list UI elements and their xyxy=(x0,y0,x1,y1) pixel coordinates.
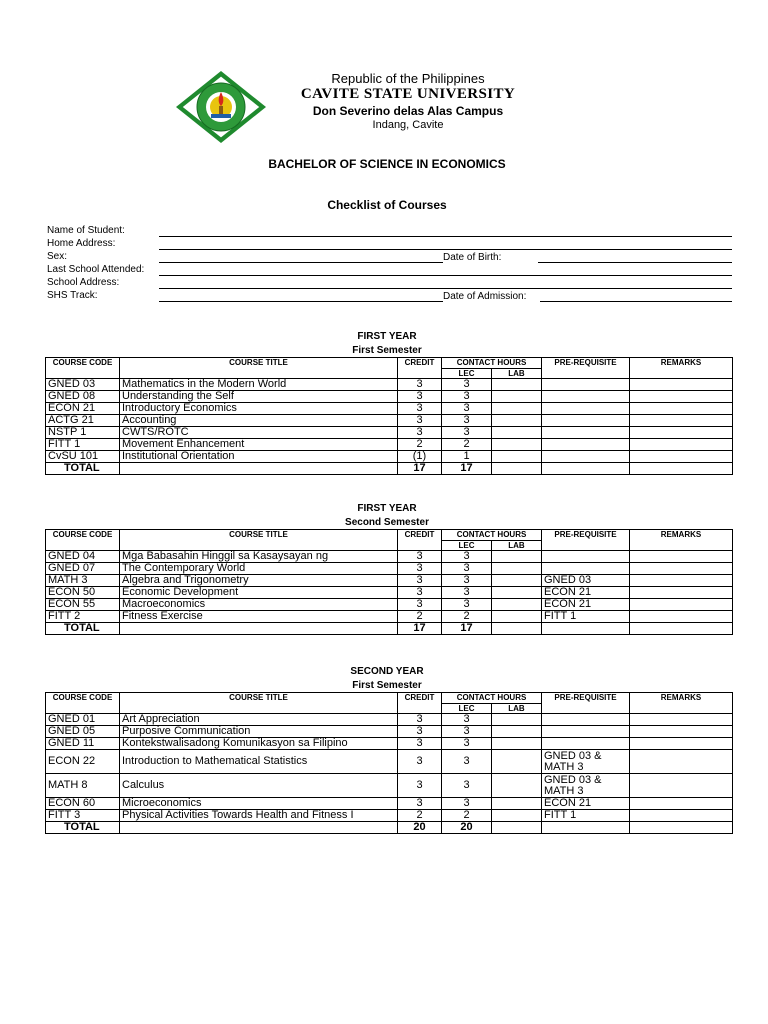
course-title-cell: Art Appreciation xyxy=(120,714,398,726)
table-row xyxy=(46,599,733,611)
course-title-cell: Purposive Communication xyxy=(120,726,398,738)
header-credit: CREDIT xyxy=(398,530,442,551)
course-title-cell: Introduction to Mathematical Statistics xyxy=(120,750,398,774)
credit-cell: 3 xyxy=(398,714,442,726)
home-address-field[interactable] xyxy=(159,249,732,250)
lec-cell: 1 xyxy=(442,451,492,463)
total-title-cell xyxy=(120,822,398,834)
table-row xyxy=(46,391,733,403)
table-row xyxy=(46,439,733,451)
total-remarks-cell xyxy=(630,822,733,834)
header-prerequisite: PRE-REQUISITE xyxy=(542,530,630,551)
header-credit: CREDIT xyxy=(398,358,442,379)
course-title-cell: Economic Development xyxy=(120,587,398,599)
prerequisite-cell xyxy=(542,439,630,451)
course-code-cell: ECON 50 xyxy=(46,587,120,599)
prerequisite-cell xyxy=(542,391,630,403)
remarks-cell xyxy=(630,810,733,822)
dob-field[interactable] xyxy=(538,262,732,263)
lab-cell xyxy=(492,726,542,738)
year-heading: FIRST YEAR xyxy=(357,503,417,514)
table-header-row xyxy=(46,693,733,704)
lab-cell xyxy=(492,810,542,822)
course-title-cell: Algebra and Trigonometry xyxy=(120,575,398,587)
credit-cell: 3 xyxy=(398,750,442,774)
lab-cell xyxy=(492,379,542,391)
prerequisite-cell: GNED 03 & MATH 3 xyxy=(542,750,630,774)
dob-label: Date of Birth: xyxy=(443,252,502,263)
program-title: BACHELOR OF SCIENCE IN ECONOMICS xyxy=(268,157,506,171)
course-title-cell: Calculus xyxy=(120,774,398,798)
prerequisite-cell: GNED 03 & MATH 3 xyxy=(542,774,630,798)
credit-cell: 3 xyxy=(398,599,442,611)
header-course-code: COURSE CODE xyxy=(46,693,120,714)
lab-cell xyxy=(492,611,542,623)
lab-cell xyxy=(492,451,542,463)
table-header-row xyxy=(46,358,733,369)
total-lab-cell xyxy=(492,623,542,635)
credit-cell: 2 xyxy=(398,810,442,822)
lec-cell: 2 xyxy=(442,611,492,623)
credit-cell: 3 xyxy=(398,738,442,750)
lec-cell: 3 xyxy=(442,726,492,738)
semester-heading: First Semester xyxy=(352,345,422,356)
remarks-cell xyxy=(630,563,733,575)
shs-track-field[interactable] xyxy=(159,301,443,302)
prerequisite-cell xyxy=(542,379,630,391)
remarks-cell xyxy=(630,738,733,750)
header-credit: CREDIT xyxy=(398,693,442,714)
lec-cell: 3 xyxy=(442,798,492,810)
course-code-cell: MATH 3 xyxy=(46,575,120,587)
doa-field[interactable] xyxy=(540,301,732,302)
header-prerequisite: PRE-REQUISITE xyxy=(542,693,630,714)
course-title-cell: Movement Enhancement xyxy=(120,439,398,451)
prerequisite-cell xyxy=(542,726,630,738)
shs-track-label: SHS Track: xyxy=(47,290,98,301)
table-row xyxy=(46,587,733,599)
course-code-cell: GNED 05 xyxy=(46,726,120,738)
header-contact-hours: CONTACT HOURS xyxy=(442,693,542,704)
table-row xyxy=(46,798,733,810)
total-lec-cell: 20 xyxy=(442,822,492,834)
total-label: TOTAL xyxy=(46,822,120,834)
remarks-cell xyxy=(630,403,733,415)
total-prereq-cell xyxy=(542,822,630,834)
lec-cell: 3 xyxy=(442,599,492,611)
total-row xyxy=(46,623,733,635)
course-code-cell: FITT 3 xyxy=(46,810,120,822)
course-title-cell: Accounting xyxy=(120,415,398,427)
name-label: Name of Student: xyxy=(47,225,125,236)
lec-cell: 2 xyxy=(442,810,492,822)
lec-cell: 3 xyxy=(442,427,492,439)
total-row xyxy=(46,822,733,834)
total-credit-cell: 17 xyxy=(398,463,442,475)
credit-cell: 3 xyxy=(398,774,442,798)
credit-cell: 3 xyxy=(398,563,442,575)
university-seal-logo xyxy=(175,70,267,144)
course-code-cell: GNED 04 xyxy=(46,551,120,563)
course-title-cell: Understanding the Self xyxy=(120,391,398,403)
header-lec: LEC xyxy=(442,704,492,714)
course-code-cell: ECON 22 xyxy=(46,750,120,774)
lab-cell xyxy=(492,427,542,439)
checklist-title: Checklist of Courses xyxy=(327,198,447,212)
prerequisite-cell: GNED 03 xyxy=(542,575,630,587)
course-code-cell: ECON 55 xyxy=(46,599,120,611)
course-code-cell: GNED 11 xyxy=(46,738,120,750)
lec-cell: 3 xyxy=(442,774,492,798)
table-row xyxy=(46,415,733,427)
school-address-field[interactable] xyxy=(159,288,732,289)
last-school-field[interactable] xyxy=(159,275,732,276)
course-code-cell: FITT 1 xyxy=(46,439,120,451)
header-lab: LAB xyxy=(492,704,542,714)
course-code-cell: ECON 60 xyxy=(46,798,120,810)
last-school-label: Last School Attended: xyxy=(47,264,145,275)
lab-cell xyxy=(492,415,542,427)
course-code-cell: FITT 2 xyxy=(46,611,120,623)
total-prereq-cell xyxy=(542,463,630,475)
prerequisite-cell: FITT 1 xyxy=(542,611,630,623)
prerequisite-cell xyxy=(542,563,630,575)
credit-cell: 3 xyxy=(398,379,442,391)
republic-line: Republic of the Philippines xyxy=(331,71,485,86)
credit-cell: 3 xyxy=(398,551,442,563)
semester-heading: First Semester xyxy=(352,680,422,691)
course-title-cell: Fitness Exercise xyxy=(120,611,398,623)
total-title-cell xyxy=(120,623,398,635)
credit-cell: (1) xyxy=(398,451,442,463)
total-title-cell xyxy=(120,463,398,475)
header-lec: LEC xyxy=(442,369,492,379)
school-address-label: School Address: xyxy=(47,277,120,288)
header-lab: LAB xyxy=(492,541,542,551)
credit-cell: 3 xyxy=(398,391,442,403)
remarks-cell xyxy=(630,750,733,774)
credit-cell: 3 xyxy=(398,587,442,599)
remarks-cell xyxy=(630,587,733,599)
sex-field[interactable] xyxy=(159,262,443,263)
doa-label: Date of Admission: xyxy=(443,291,527,302)
lec-cell: 2 xyxy=(442,439,492,451)
campus-location: Indang, Cavite xyxy=(372,119,444,131)
remarks-cell xyxy=(630,726,733,738)
lec-cell: 3 xyxy=(442,714,492,726)
lec-cell: 3 xyxy=(442,415,492,427)
header-course-title: COURSE TITLE xyxy=(120,693,398,714)
lab-cell xyxy=(492,798,542,810)
credit-cell: 3 xyxy=(398,403,442,415)
remarks-cell xyxy=(630,415,733,427)
total-label: TOTAL xyxy=(46,463,120,475)
prerequisite-cell xyxy=(542,551,630,563)
remarks-cell xyxy=(630,379,733,391)
course-title-cell: Mga Babasahin Hinggil sa Kasaysayan ng xyxy=(120,551,398,563)
home-address-label: Home Address: xyxy=(47,238,116,249)
course-title-cell: Kontekstwalisadong Komunikasyon sa Filipino xyxy=(120,738,398,750)
remarks-cell xyxy=(630,798,733,810)
course-title-cell: The Contemporary World xyxy=(120,563,398,575)
remarks-cell xyxy=(630,714,733,726)
lab-cell xyxy=(492,738,542,750)
course-code-cell: GNED 07 xyxy=(46,563,120,575)
lab-cell xyxy=(492,391,542,403)
total-lab-cell xyxy=(492,463,542,475)
course-code-cell: ECON 21 xyxy=(46,403,120,415)
lab-cell xyxy=(492,774,542,798)
year-heading: FIRST YEAR xyxy=(357,331,417,342)
prerequisite-cell xyxy=(542,427,630,439)
course-table xyxy=(45,357,733,475)
course-table xyxy=(45,692,733,834)
lec-cell: 3 xyxy=(442,551,492,563)
lec-cell: 3 xyxy=(442,403,492,415)
credit-cell: 3 xyxy=(398,415,442,427)
prerequisite-cell: ECON 21 xyxy=(542,587,630,599)
table-row xyxy=(46,403,733,415)
credit-cell: 2 xyxy=(398,439,442,451)
lab-cell xyxy=(492,403,542,415)
course-code-cell: GNED 03 xyxy=(46,379,120,391)
prerequisite-cell xyxy=(542,714,630,726)
course-title-cell: Mathematics in the Modern World xyxy=(120,379,398,391)
lab-cell xyxy=(492,714,542,726)
table-row xyxy=(46,726,733,738)
total-row xyxy=(46,463,733,475)
prerequisite-cell: ECON 21 xyxy=(542,798,630,810)
course-code-cell: ACTG 21 xyxy=(46,415,120,427)
credit-cell: 3 xyxy=(398,798,442,810)
prerequisite-cell xyxy=(542,403,630,415)
lec-cell: 3 xyxy=(442,563,492,575)
header-remarks: REMARKS xyxy=(630,530,733,551)
total-remarks-cell xyxy=(630,623,733,635)
course-code-cell: MATH 8 xyxy=(46,774,120,798)
header-lec: LEC xyxy=(442,541,492,551)
course-title-cell: CWTS/ROTC xyxy=(120,427,398,439)
university-name: CAVITE STATE UNIVERSITY xyxy=(300,86,516,102)
header-course-title: COURSE TITLE xyxy=(120,530,398,551)
header-remarks: REMARKS xyxy=(630,358,733,379)
remarks-cell xyxy=(630,391,733,403)
total-lab-cell xyxy=(492,822,542,834)
lec-cell: 3 xyxy=(442,379,492,391)
total-prereq-cell xyxy=(542,623,630,635)
table-row xyxy=(46,551,733,563)
header-lab: LAB xyxy=(492,369,542,379)
header-contact-hours: CONTACT HOURS xyxy=(442,358,542,369)
lab-cell xyxy=(492,599,542,611)
total-remarks-cell xyxy=(630,463,733,475)
campus-name: Don Severino delas Alas Campus xyxy=(312,104,504,118)
credit-cell: 3 xyxy=(398,575,442,587)
header-contact-hours: CONTACT HOURS xyxy=(442,530,542,541)
semester-heading: Second Semester xyxy=(345,517,429,528)
table-row xyxy=(46,451,733,463)
table-row xyxy=(46,379,733,391)
table-row xyxy=(46,810,733,822)
name-field[interactable] xyxy=(159,236,732,237)
credit-cell: 3 xyxy=(398,726,442,738)
header-course-title: COURSE TITLE xyxy=(120,358,398,379)
course-table xyxy=(45,529,733,635)
table-header-row xyxy=(46,530,733,541)
remarks-cell xyxy=(630,575,733,587)
prerequisite-cell xyxy=(542,738,630,750)
course-title-cell: Physical Activities Towards Health and Fitness I xyxy=(120,810,398,822)
course-title-cell: Introductory Economics xyxy=(120,403,398,415)
remarks-cell xyxy=(630,611,733,623)
lab-cell xyxy=(492,563,542,575)
remarks-cell xyxy=(630,551,733,563)
table-row xyxy=(46,738,733,750)
remarks-cell xyxy=(630,427,733,439)
prerequisite-cell: ECON 21 xyxy=(542,599,630,611)
table-row xyxy=(46,427,733,439)
lab-cell xyxy=(492,439,542,451)
course-title-cell: Institutional Orientation xyxy=(120,451,398,463)
remarks-cell xyxy=(630,599,733,611)
credit-cell: 2 xyxy=(398,611,442,623)
course-code-cell: GNED 01 xyxy=(46,714,120,726)
prerequisite-cell xyxy=(542,415,630,427)
sex-label: Sex: xyxy=(47,251,68,262)
course-code-cell: NSTP 1 xyxy=(46,427,120,439)
lab-cell xyxy=(492,575,542,587)
credit-cell: 3 xyxy=(398,427,442,439)
remarks-cell xyxy=(630,439,733,451)
table-row xyxy=(46,563,733,575)
table-row xyxy=(46,714,733,726)
prerequisite-cell: FITT 1 xyxy=(542,810,630,822)
course-title-cell: Microeconomics xyxy=(120,798,398,810)
lec-cell: 3 xyxy=(442,391,492,403)
total-credit-cell: 17 xyxy=(398,623,442,635)
total-lec-cell: 17 xyxy=(442,463,492,475)
header-course-code: COURSE CODE xyxy=(46,358,120,379)
lec-cell: 3 xyxy=(442,738,492,750)
lab-cell xyxy=(492,750,542,774)
lab-cell xyxy=(492,551,542,563)
header-remarks: REMARKS xyxy=(630,693,733,714)
course-title-cell: Macroeconomics xyxy=(120,599,398,611)
total-credit-cell: 20 xyxy=(398,822,442,834)
remarks-cell xyxy=(630,774,733,798)
prerequisite-cell xyxy=(542,451,630,463)
total-label: TOTAL xyxy=(46,623,120,635)
total-lec-cell: 17 xyxy=(442,623,492,635)
remarks-cell xyxy=(630,451,733,463)
lec-cell: 3 xyxy=(442,575,492,587)
table-row xyxy=(46,575,733,587)
course-code-cell: GNED 08 xyxy=(46,391,120,403)
header-prerequisite: PRE-REQUISITE xyxy=(542,358,630,379)
table-row xyxy=(46,750,733,774)
table-row xyxy=(46,774,733,798)
header-course-code: COURSE CODE xyxy=(46,530,120,551)
lec-cell: 3 xyxy=(442,750,492,774)
year-heading: SECOND YEAR xyxy=(350,666,424,677)
lec-cell: 3 xyxy=(442,587,492,599)
lab-cell xyxy=(492,587,542,599)
table-row xyxy=(46,611,733,623)
course-code-cell: CvSU 101 xyxy=(46,451,120,463)
